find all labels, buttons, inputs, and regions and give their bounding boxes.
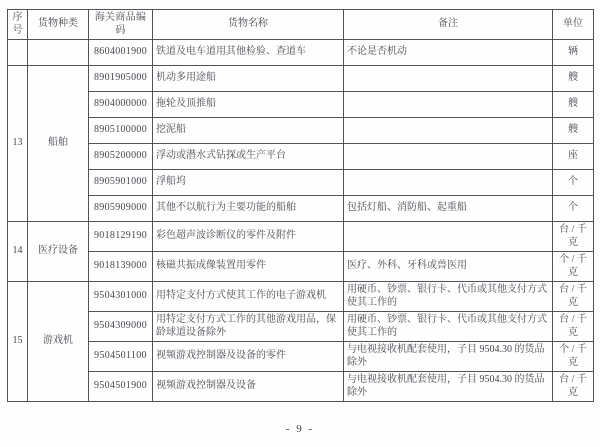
- table-row: [8, 66, 594, 92]
- name-cell: 拖轮及顶推船: [153, 92, 344, 118]
- header-name: 货物名称: [153, 10, 344, 40]
- name-cell: 铁道及电车道用其他检验、查道车: [153, 40, 344, 66]
- name-cell: 核磁共振成像装置用零件: [153, 252, 344, 282]
- serial-cell: [8, 40, 28, 66]
- remark-cell: [344, 170, 553, 196]
- header-serial: 序号: [8, 10, 28, 40]
- table-row: [8, 282, 594, 312]
- remark-cell: 包括灯船、消防船、起重船: [344, 196, 553, 222]
- category-cell: 船舶: [28, 66, 89, 222]
- unit-cell: 个 / 千克: [553, 252, 594, 282]
- table-row: [8, 144, 594, 170]
- serial-cell: 15: [8, 282, 28, 402]
- unit-cell: 台 / 千克: [553, 282, 594, 312]
- table-row: [8, 252, 594, 282]
- name-cell: 浮船坞: [153, 170, 344, 196]
- code-cell: 9018139000: [89, 252, 153, 282]
- unit-cell: 台 / 千克: [553, 372, 594, 402]
- name-cell: 其他不以航行为主要功能的船舶: [153, 196, 344, 222]
- code-cell: 8604001900: [89, 40, 153, 66]
- unit-cell: 艘: [553, 118, 594, 144]
- unit-cell: 艘: [553, 92, 594, 118]
- table-row: [8, 40, 594, 66]
- name-cell: 机动多用途船: [153, 66, 344, 92]
- code-cell: 8905909000: [89, 196, 153, 222]
- unit-cell: 个: [553, 196, 594, 222]
- remark-cell: 不论是否机动: [344, 40, 553, 66]
- remark-cell: 用硬币、钞票、银行卡、代币或其他支付方式使其工作的: [344, 282, 553, 312]
- serial-cell: 14: [8, 222, 28, 282]
- remark-cell: 用硬币、钞票、银行卡、代币或其他支付方式使其工作的: [344, 312, 553, 342]
- code-cell: 8904000000: [89, 92, 153, 118]
- name-cell: 用特定支付方式工作的其他游戏用品，保龄球道设备除外: [153, 312, 344, 342]
- category-cell: [28, 40, 89, 66]
- name-cell: 挖泥船: [153, 118, 344, 144]
- header-category: 货物种类: [28, 10, 89, 40]
- table-row: [8, 92, 594, 118]
- table-row: [8, 372, 594, 402]
- remark-cell: 医疗、外科、牙科或兽医用: [344, 252, 553, 282]
- goods-table: [7, 9, 594, 402]
- header-remark: 备注: [344, 10, 553, 40]
- category-cell: 游戏机: [28, 282, 89, 402]
- remark-cell: [344, 66, 553, 92]
- table-row: [8, 118, 594, 144]
- name-cell: 浮动或潜水式钻探或生产平台: [153, 144, 344, 170]
- code-cell: 8905901000: [89, 170, 153, 196]
- unit-cell: 个 / 千克: [553, 342, 594, 372]
- code-cell: 9504301000: [89, 282, 153, 312]
- unit-cell: 台 / 千克: [553, 222, 594, 252]
- code-cell: 9504501100: [89, 342, 153, 372]
- unit-cell: 艘: [553, 66, 594, 92]
- table-row: [8, 312, 594, 342]
- unit-cell: 座: [553, 144, 594, 170]
- code-cell: 8901905000: [89, 66, 153, 92]
- page-number: - 9 -: [285, 423, 315, 435]
- name-cell: 视频游戏控制器及设备: [153, 372, 344, 402]
- code-cell: 9504501900: [89, 372, 153, 402]
- unit-cell: 台 / 千克: [553, 312, 594, 342]
- category-cell: 医疗设备: [28, 222, 89, 282]
- serial-cell: 13: [8, 66, 28, 222]
- header-unit: 单位: [553, 10, 594, 40]
- code-cell: 8905100000: [89, 118, 153, 144]
- name-cell: 彩色超声波诊断仪的零件及附件: [153, 222, 344, 252]
- remark-cell: [344, 118, 553, 144]
- remark-cell: 与电视接收机配套使用，子目 9504.30 的货品除外: [344, 372, 553, 402]
- table-row: [8, 196, 594, 222]
- remark-cell: [344, 222, 553, 252]
- name-cell: 视频游戏控制器及设备的零件: [153, 342, 344, 372]
- table-row: [8, 170, 594, 196]
- unit-cell: 辆: [553, 40, 594, 66]
- code-cell: 8905200000: [89, 144, 153, 170]
- code-cell: 9018129190: [89, 222, 153, 252]
- header-code: 海关商品编码: [89, 10, 153, 40]
- table-row: [8, 222, 594, 252]
- table-header-row: [8, 10, 594, 40]
- remark-cell: [344, 144, 553, 170]
- code-cell: 9504309000: [89, 312, 153, 342]
- unit-cell: 个: [553, 170, 594, 196]
- table-row: [8, 342, 594, 372]
- name-cell: 用特定支付方式使其工作的电子游戏机: [153, 282, 344, 312]
- remark-cell: [344, 92, 553, 118]
- remark-cell: 与电视接收机配套使用，子目 9504.30 的货品除外: [344, 342, 553, 372]
